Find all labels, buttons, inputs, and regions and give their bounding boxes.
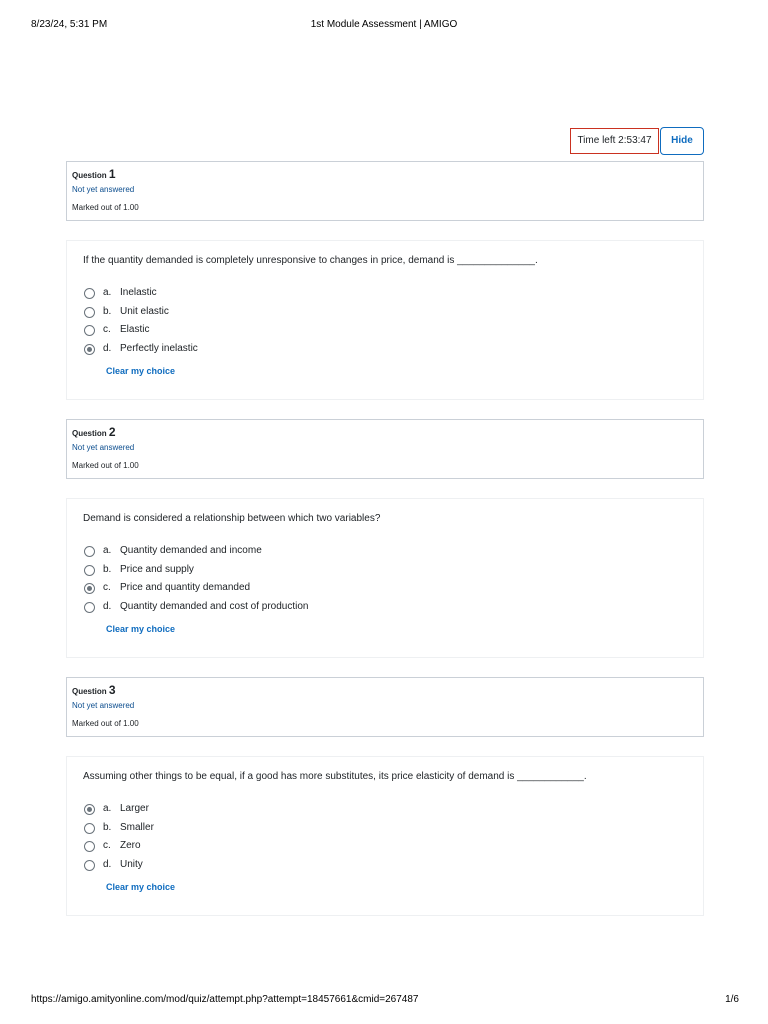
- answer-letter: a.: [103, 803, 112, 814]
- radio-button[interactable]: [84, 583, 95, 594]
- print-page-number: 1/6: [725, 994, 739, 1005]
- question-info-2: [66, 419, 704, 479]
- answer-text: Price and supply: [120, 563, 194, 575]
- question-state: Not yet answered: [72, 443, 135, 452]
- question-info-3: [66, 677, 704, 737]
- radio-button[interactable]: [84, 804, 95, 815]
- answer-letter: a.: [103, 545, 112, 556]
- answer-text: Price and quantity demanded: [120, 582, 251, 594]
- radio-button[interactable]: [84, 288, 95, 299]
- answer-text: Quantity demanded and cost of production: [120, 601, 309, 613]
- answer-text: Zero: [120, 840, 141, 852]
- print-page-title: 1st Module Assessment | AMIGO: [310, 19, 458, 30]
- answer-letter: d.: [103, 859, 112, 871]
- answer-text: Elastic: [120, 324, 150, 336]
- question-state: Not yet answered: [72, 701, 135, 710]
- radio-button[interactable]: [84, 602, 95, 613]
- answer-letter: c.: [103, 324, 111, 336]
- answer-letter: b.: [103, 821, 112, 833]
- question-content-1: [66, 240, 704, 400]
- print-url: https://amigo.amityonline.com/mod/quiz/attempt.php?attempt=18457661&cmid=267487: [31, 994, 419, 1005]
- print-datetime: 8/23/24, 5:31 PM: [31, 19, 108, 30]
- answer-letter: d.: [103, 343, 112, 355]
- question-number: Question 1: [72, 167, 116, 181]
- question-grade: Marked out of 1.00: [72, 461, 139, 470]
- radio-button[interactable]: [84, 325, 95, 336]
- question-content-2: [66, 498, 704, 658]
- question-text: If the quantity demanded is completely unresponsive to changes in price, demand is ______________.: [83, 255, 538, 266]
- question-content-3: [66, 756, 704, 916]
- radio-button[interactable]: [84, 546, 95, 557]
- radio-button[interactable]: [84, 841, 95, 852]
- clear-my-choice-link[interactable]: Clear my choice: [106, 882, 176, 892]
- radio-button[interactable]: [84, 344, 95, 355]
- time-left-display: Time left 2:53:47: [570, 128, 659, 154]
- print-header: [0, 19, 768, 33]
- answer-letter: b.: [103, 305, 112, 317]
- answer-text: Unity: [120, 859, 143, 871]
- question-grade: Marked out of 1.00: [72, 719, 139, 728]
- question-number: Question 3: [72, 683, 116, 697]
- clear-my-choice-link[interactable]: Clear my choice: [106, 624, 176, 634]
- answer-text: Unit elastic: [120, 305, 169, 317]
- answer-text: Perfectly inelastic: [120, 343, 198, 355]
- answer-text: Smaller: [120, 821, 154, 833]
- question-text: Assuming other things to be equal, if a good has more substitutes, its price elasticity of demand is ____________.: [83, 771, 587, 782]
- answer-letter: c.: [103, 840, 111, 852]
- radio-button[interactable]: [84, 307, 95, 318]
- question-info-1: [66, 161, 704, 221]
- print-footer: [0, 994, 768, 1008]
- answer-letter: a.: [103, 287, 112, 298]
- radio-button[interactable]: [84, 860, 95, 871]
- answer-text: Larger: [120, 803, 149, 814]
- answer-letter: c.: [103, 582, 111, 594]
- radio-button[interactable]: [84, 565, 95, 576]
- answer-letter: b.: [103, 563, 112, 575]
- hide-timer-button[interactable]: Hide: [660, 127, 704, 155]
- question-grade: Marked out of 1.00: [72, 203, 139, 212]
- question-text: Demand is considered a relationship between which two variables?: [83, 513, 381, 524]
- radio-button[interactable]: [84, 823, 95, 834]
- answer-letter: d.: [103, 601, 112, 613]
- clear-my-choice-link[interactable]: Clear my choice: [106, 366, 176, 376]
- question-number: Question 2: [72, 425, 116, 439]
- answer-text: Inelastic: [120, 287, 157, 298]
- answer-text: Quantity demanded and income: [120, 545, 262, 556]
- question-state: Not yet answered: [72, 185, 135, 194]
